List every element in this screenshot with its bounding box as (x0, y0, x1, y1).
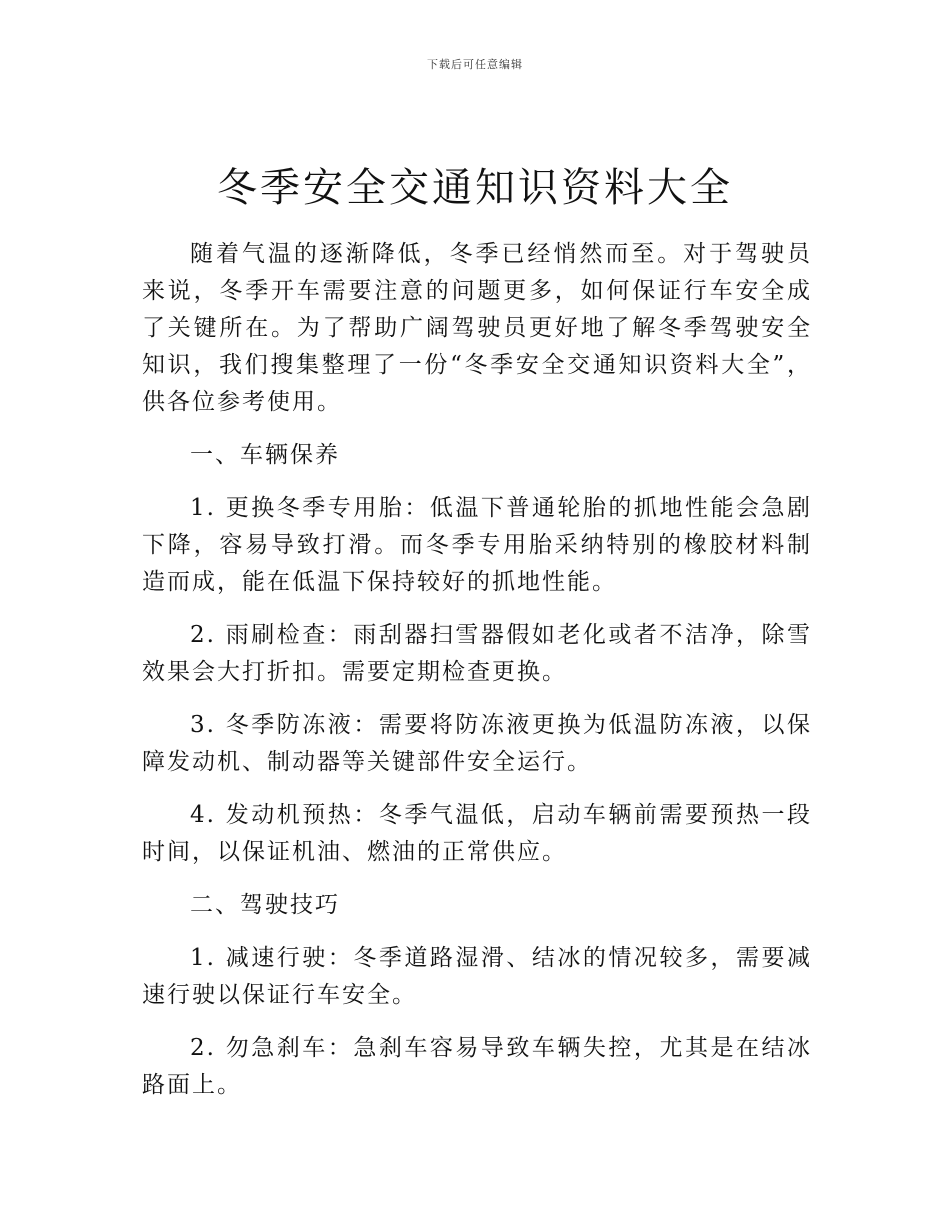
list-item: 2. 雨刷检查：雨刮器扫雪器假如老化或者不洁净，除雪效果会大打折扣。需要定期检查更换。 (142, 622, 812, 685)
list-item: 4. 发动机预热：冬季气温低，启动车辆前需要预热一段时间，以保证机油、燃油的正常供应。 (142, 802, 812, 865)
section-heading-driving-skills: 二、驾驶技巧 (190, 892, 340, 918)
list-item: 2. 勿急刹车：急刹车容易导致车辆失控，尤其是在结冰路面上。 (142, 1035, 812, 1098)
document-body (142, 236, 812, 1120)
list-item: 3. 冬季防冻液：需要将防冻液更换为低温防冻液，以保障发动机、制动器等关键部件安全运行。 (142, 712, 812, 775)
intro-paragraph: 随着气温的逐渐降低，冬季已经悄然而至。对于驾驶员来说，冬季开车需要注意的问题更多，如何保证行车安全成了关键所在。为了帮助广阔驾驶员更好地了解冬季驾驶安全知识，我们搜集整理了一份“冬季安全交通知识资料大全”，供各位参考使用。 (142, 241, 812, 415)
list-item: 1. 减速行驶：冬季道路湿滑、结冰的情况较多，需要减速行驶以保证行车安全。 (142, 945, 812, 1008)
section-heading-vehicle-maintenance: 一、车辆保养 (190, 442, 340, 468)
list-item: 1. 更换冬季专用胎：低温下普通轮胎的抓地性能会急剧下降，容易导致打滑。而冬季专用胎采纳特别的橡胶材料制造而成，能在低温下保持较好的抓地性能。 (142, 495, 812, 595)
page-header-note: 下载后可任意编辑 (427, 58, 523, 71)
document-title: 冬季安全交通知识资料大全 (217, 165, 733, 211)
